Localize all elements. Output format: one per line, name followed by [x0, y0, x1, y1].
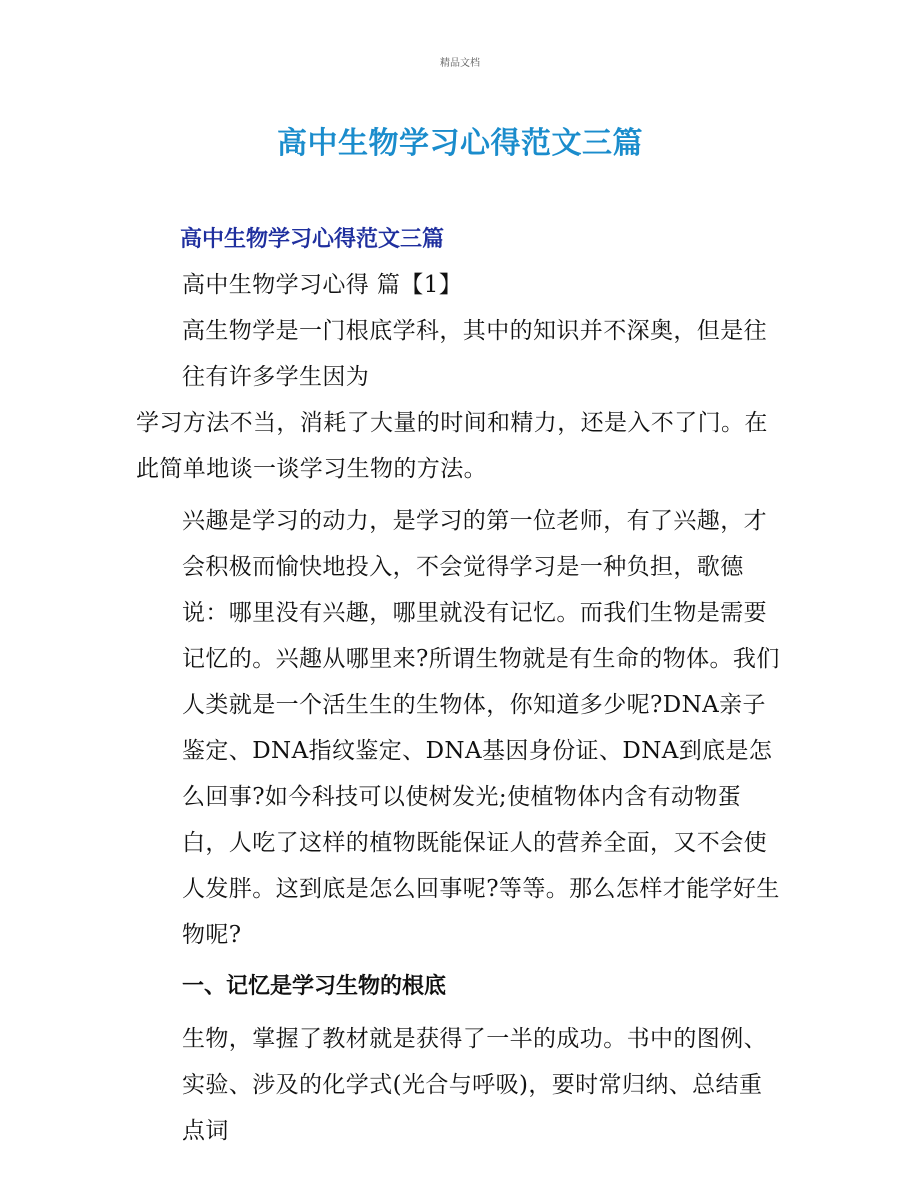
paragraph-4: 生物，掌握了教材就是获得了一半的成功。书中的图例、实验、涉及的化学式(光合与呼吸)，要时常归纳、总结重点词 [182, 1026, 767, 1144]
document-title: 高中生物学习心得范文三篇 [277, 126, 643, 161]
paragraph-2: 学习方法不当，消耗了大量的时间和精力，还是入不了门。在此简单地谈一谈学习生物的方法。 [136, 410, 768, 482]
paragraph-1: 高生物学是一门根底学科，其中的知识并不深奥，但是往往有许多学生因为 [182, 318, 767, 390]
section-label: 高中生物学习心得 篇【1】 [182, 272, 463, 298]
document-body [136, 222, 784, 1154]
header-mark: 精品文档 [440, 58, 480, 69]
section-heading-1: 一、记忆是学习生物的根底 [182, 974, 447, 999]
document-subtitle: 高中生物学习心得范文三篇 [180, 227, 445, 252]
paragraph-3: 兴趣是学习的动力，是学习的第一位老师，有了兴趣，才会积极而愉快地投入，不会觉得学习是一种负担，歌德说：哪里没有兴趣，哪里就没有记忆。而我们生物是需要记忆的。兴趣从哪里来?所谓生物就是有生命的物体。我们人类就是一个活生生的生物体，你知道多少呢?DNA亲子鉴定、DNA指纹鉴定、DNA基因身份证、DNA到底是怎么回事?如今科技可以使树发光;使植物体内含有动物蛋白，人吃了这样的植物既能保证人的营养全面，又不会使人发胖。这到底是怎么回事呢?等等。那么怎样才能学好生物呢? [182, 508, 780, 948]
